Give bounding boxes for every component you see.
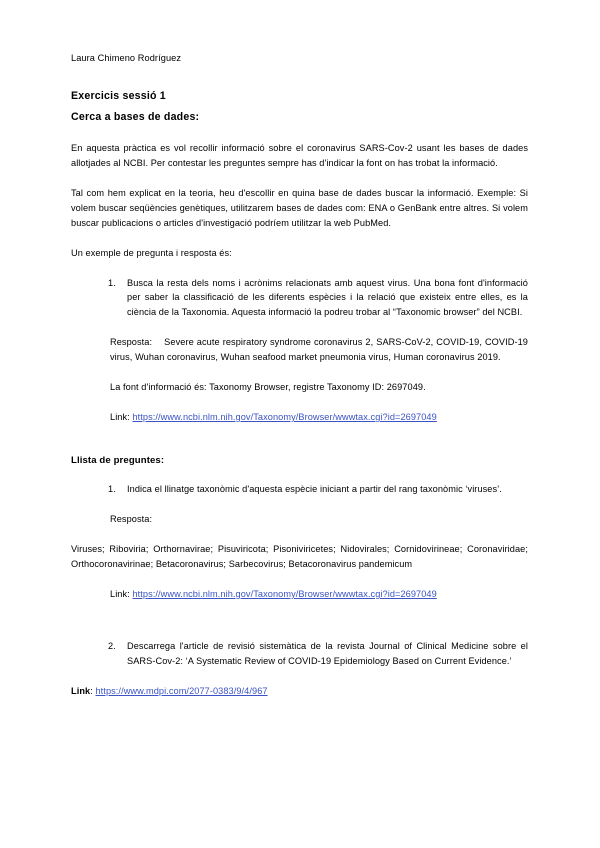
list-marker: 1. — [108, 277, 116, 288]
author-name: Laura Chimeno Rodríguez — [71, 53, 182, 63]
link-label: Link: — [110, 588, 133, 599]
list-item — [71, 276, 528, 321]
list-marker: 2. — [108, 640, 116, 651]
mdpi-article-link[interactable]: https://www.mdpi.com/2077-0383/9/4/967 — [95, 685, 268, 696]
question-1-lineage: Viruses; Riboviria; Orthornavirae; Pisuviricota; Pisoniviricetes; Nidovirales; Cornidovirineae; Coronaviridae; Orthocoronavirinae; Betacoronavirus; Sarbecovirus; Betacoronavirus pandemicum — [71, 544, 528, 570]
spacer — [71, 617, 528, 639]
link-separator: : — [90, 685, 96, 696]
example-question-text: Busca la resta dels noms i acrònims relacionats amb aquest virus. Una bona font d'informació per saber la classificació de les diferents espècies i la relació que existeix entre elles, es la ciència de la Taxonomia. Aquesta informació la podreu trobar al “Taxonomic browser” del NCBI. — [127, 277, 528, 318]
question-1-answer-label: Resposta: — [110, 514, 153, 525]
taxonomy-browser-link[interactable]: https://www.ncbi.nlm.nih.gov/Taxonomy/Browser/wwwtax.cgi?id=2697049 — [132, 412, 437, 423]
example-link-row — [110, 410, 528, 425]
intro-paragraph-2: Tal com hem explicat en la teoria, heu d'escollir en quina base de dades buscar la informació. Exemple: Si volem buscar seqüències genètiques, utilitzarem bases de dades com: ENA o GenBank entre altres. Si volem buscar publicacions o articles d'investigació podríem utilitzar la web PubMed. — [71, 187, 528, 228]
example-source: La font d'informació és: Taxonomy Browser, registre Taxonomy ID: 2697049. — [110, 382, 426, 393]
question-2-text: Descarrega l'article de revisió sistemàtica de la revista Journal of Clinical Medicine sobre el SARS-Cov-2: ‘A Systematic Review of COVID-19 Epidemiology Based on Current Evidence.’ — [127, 640, 528, 666]
example-answer: Resposta: Severe acute respiratory syndrome coronavirus 2, SARS-CoV-2, COVID-19, COVID-19 virus, Wuhan coronavirus, Wuhan seafood market pneumonia virus, Human coronavirus 2019. — [110, 337, 528, 363]
list-item — [71, 482, 528, 497]
questions-list — [71, 482, 528, 497]
spacer — [71, 440, 528, 454]
questions-list-continued — [71, 639, 528, 669]
question-1-link-row — [110, 587, 528, 602]
question-1-text: Indica el llinatge taxonòmic d'aquesta espècie iniciant a partir del rang taxonòmic ‘viruses’. — [127, 484, 502, 495]
list-marker: 1. — [108, 484, 116, 495]
question-2-link-row — [71, 684, 528, 699]
taxonomy-browser-link[interactable]: https://www.ncbi.nlm.nih.gov/Taxonomy/Browser/wwwtax.cgi?id=2697049 — [132, 588, 437, 599]
link-label: Link — [71, 685, 91, 696]
page-subtitle: Cerca a bases de dades: — [71, 110, 200, 123]
example-lead-text: Un exemple de pregunta i resposta és: — [71, 247, 232, 258]
intro-paragraph-1: En aquesta pràctica es vol recollir informació sobre el coronavirus SARS-Cov-2 usant les bases de dades allotjades al NCBI. Per contestar les preguntes sempre has d'indicar la font on has trobat la informació. — [71, 143, 528, 169]
page-title: Exercicis sessió 1 — [71, 90, 166, 103]
link-label: Link: — [110, 412, 133, 423]
example-list — [71, 276, 528, 321]
list-item — [71, 639, 528, 669]
questions-heading: Llista de preguntes: — [71, 454, 165, 466]
document-content — [71, 52, 528, 714]
